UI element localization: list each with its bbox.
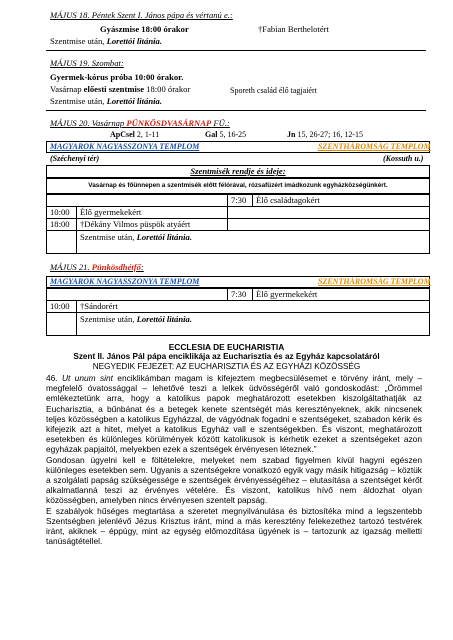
eu-title: ECCLESIA DE EUCHARISTIA [168, 342, 285, 352]
r1-intention: Élő családtagokért [256, 195, 320, 205]
separator [46, 110, 426, 111]
may19-vigil-mass: Vasárnap előesti szentmise 18:00 órakor [50, 84, 191, 94]
church-right-location: (Kossuth u.) [383, 154, 424, 163]
church-left-name: MAGYAROK NAGYASSZONYA TEMPLOM [50, 277, 200, 286]
may18-intention: †Fabian Berthelotért [258, 24, 329, 34]
r3-intention: †Dékány Vilmos püspök atyáért [80, 219, 191, 229]
r1-time: 7:30 [231, 195, 247, 205]
may19-intention: Sporeth család élő tagjaiért [230, 86, 317, 95]
may20-heading: MÁJUS 20. Vasárnap PÜNKÖSDVASÁRNAP FÜ.: [50, 118, 230, 128]
r3-time: 18:00 [50, 219, 70, 229]
may21-r1-time: 7:30 [231, 289, 247, 299]
eu-subtitle: Szent II. János Pál pápa enciklikája az Eucharisztia és az Egyház kapcsolatáról [73, 352, 380, 361]
eu-paragraph-46: 46. Ut unum sint enciklikámban magam is kifejeztem megbecsülésemet e törvény iránt, mely – megfelelő óvatossággal – lehetővé teszi a lelkek üdvösségéről való gondoskodást: „Örömmel emlékeztetünk arra, hogy a katolikus papok meghatározott esetekben kiszolgáltathatják az Eucharisztia, a bűnbánat és a betegek kenete szentségét más keresztényeknek, akik nincsenek teljes közösségben a katolikus Egyházzal, de vágyódnak fogadni e szentségeket, szabadon kérik és kifejezik azt a hitet, melyet a katolikus Egyház vall e szentségekben. És viszont, meghatározott esetekben és különleges körülmények között katolikusok is kérhetik ezeket a szentségeket azon egyházak papjaitól, melyekben ezek a szentségek érvényesen léteznek.” [46, 373, 422, 455]
may21-r2-intention: †Sándorért [80, 301, 118, 311]
r2-time: 10:00 [50, 207, 70, 217]
col-divider [252, 194, 253, 206]
may19-litany: Szentmise után, Lorettói litánia. [50, 96, 162, 106]
may21-litany: Szentmise után, Lorettói litánia. [80, 314, 192, 324]
row-divider [46, 312, 430, 313]
r4-litany: Szentmise után, Lorettói litánia. [80, 232, 192, 242]
rosary-notice: Vasárnap és főünnepen a szentmisék előtt félórával, rózsafüzért imádkozunk egyházközségünkért. [88, 182, 388, 189]
eu-body [46, 373, 422, 546]
church-left-location: (Széchenyi tér) [50, 154, 100, 163]
church-right-name: SZENTHÁROMSÁG TEMPLOM [318, 142, 431, 151]
may18-litany: Szentmise után, Lorettói litánia. [50, 36, 162, 46]
col-divider [76, 300, 77, 336]
separator [46, 50, 426, 51]
row-divider [46, 230, 430, 231]
church-left-name: MAGYAROK NAGYASSZONYA TEMPLOM [50, 142, 200, 151]
may18-mass-time: Gyászmise 18:00 órakor [100, 24, 189, 34]
col-divider [227, 194, 228, 206]
reading-john: Jn 15, 26-27; 16, 12-15 [287, 130, 364, 139]
may19-choir: Gyermek-kórus próba 10:00 órakor. [50, 72, 184, 82]
may21-r1-intention: Élő gyermekekért [256, 289, 318, 299]
eu-paragraph: Gondosan ügyelni kell e föltételekre, melyeket nem szabad figyelmen kívül hagyni egészen különleges esetekben sem. Ugyanis a szentségekre vonatkozó egyik vagy másik hitigazság – köztük a szolgálati papság szükségessége e szentségek érvényességéhez – elutasítása a szentséget kérőt alkalmatlanná teszi az érvényes vételére. És viszont, katolikus hívő nem áldozhat olyan közösségben, amelyben nincs érvényesen szentelt papság. [46, 454, 422, 506]
eu-chapter: NEGYEDIK FEJEZET: AZ EUCHARISZTIA ÉS AZ EGYHÁZI KÖZÖSSÉG [92, 362, 361, 371]
col-divider [252, 288, 253, 300]
may21-heading: MÁJUS 21. Pünkösdhétfő: [50, 262, 144, 272]
may18-heading: MÁJUS 18. Péntek Szent I. János pápa és vértanú e.: [50, 10, 233, 20]
mass-order-title: Szentmisék rendje és ideje: [190, 166, 286, 176]
reading-acts: ApCsel 2, 1-11 [110, 130, 160, 139]
col-divider [227, 206, 228, 230]
church-right-name: SZENTHÁROMSÁG TEMPLOM [318, 277, 431, 286]
reading-galatians: Gal 5, 16-25 [205, 130, 247, 139]
col-divider [227, 288, 228, 300]
may19-heading: MÁJUS 19. Szombat: [50, 58, 124, 68]
col-divider [76, 206, 77, 254]
r2-intention: Élő gyermekekért [80, 207, 142, 217]
may21-r2-time: 10:00 [50, 301, 70, 311]
eu-paragraph: E szabályok hűséges megtartása a szeretet megnyilvánulása és biztosítéka mind a legszentebb Szentségben jelenlévő Jézus Krisztus iránt, mind a más keresztény felekezethez tartozó testvérek iránt, akiknek – éppúgy, mint az egység előmozdítása ügyének is – tartozunk az igazság melletti tanúságtétellel. [46, 505, 422, 547]
